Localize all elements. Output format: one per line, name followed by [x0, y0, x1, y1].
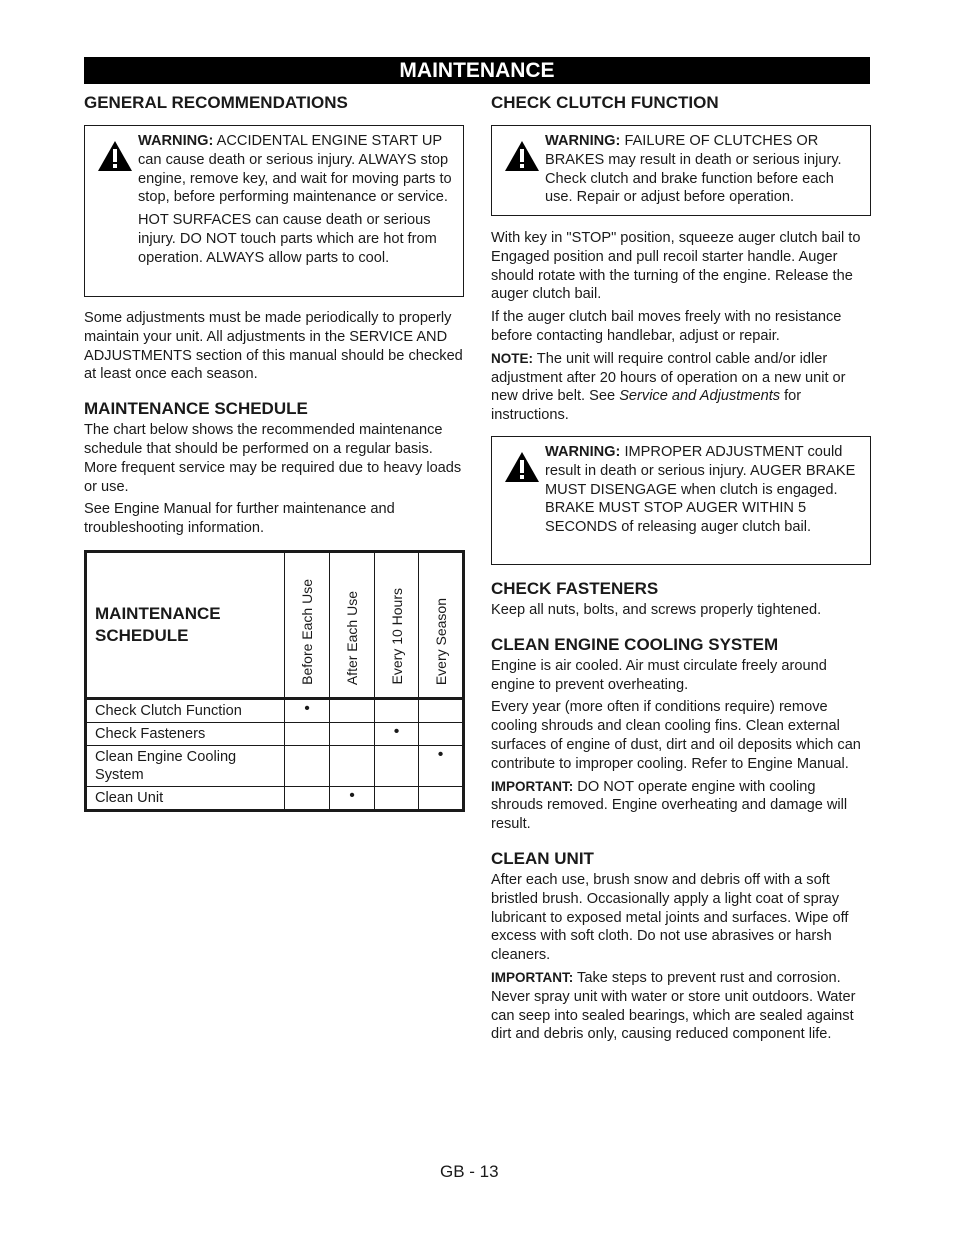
column-header-label: Every 10 Hours	[388, 588, 405, 685]
column-header	[285, 551, 330, 698]
clutch-paragraph-2: If the auger clutch bail moves freely with no resistance before contacting handlebar, adjust or repair.	[491, 309, 842, 344]
clean-cooling-heading: CLEAN ENGINE COOLING SYSTEM	[491, 634, 779, 654]
mark-cell	[375, 745, 419, 786]
clutch-note	[491, 350, 871, 425]
cooling-important	[491, 778, 871, 834]
warning-body: FAILURE OF CLUTCHES OR BRAKES may result in death or serious injury. Check clutch and brake function before each use. Repair or adjust before operation.	[545, 133, 842, 206]
maintenance-schedule-table	[84, 550, 465, 812]
column-header-label: Before Each Use	[299, 579, 315, 685]
schedule-paragraph-2: See Engine Manual for further maintenance and troubleshooting information.	[84, 501, 395, 537]
mark-cell	[285, 722, 330, 745]
warning-text-hot: HOT SURFACES can cause death or serious injury. DO NOT touch parts which are hot from operation. ALWAYS allow parts to cool.	[138, 212, 437, 266]
table-row	[86, 745, 464, 786]
warning-label: WARNING:	[545, 443, 621, 460]
important-label: IMPORTANT:	[491, 778, 574, 794]
warning-box-adjustment	[491, 436, 871, 565]
table-title: MAINTENANCE SCHEDULE	[86, 551, 285, 698]
mark-cell	[285, 745, 330, 786]
mark-cell: •	[419, 745, 464, 786]
warning-text	[545, 132, 860, 207]
clean-unit-heading: CLEAN UNIT	[491, 848, 594, 868]
important-label: IMPORTANT:	[491, 969, 574, 985]
mark-cell: •	[375, 722, 419, 745]
clutch-paragraph-1: With key in "STOP" position, squeeze auger clutch bail to Engaged position and pull recoil starter handle. Auger should rotate with the turning of the engine. Release the auger clutch bail.	[491, 230, 861, 303]
table-row	[86, 698, 464, 722]
warning-label: WARNING:	[138, 133, 214, 149]
column-header	[419, 551, 464, 698]
warning-box-clutch	[491, 125, 871, 216]
warning-triangle-icon	[97, 140, 133, 172]
mark-cell	[419, 698, 464, 722]
column-header-label: Every Season	[432, 597, 449, 685]
note-italic-ref: Service and Adjustments	[619, 388, 781, 405]
mark-cell: •	[330, 786, 375, 810]
check-fasteners-heading: CHECK FASTENERS	[491, 578, 659, 598]
task-cell: Clean Unit	[86, 786, 285, 810]
mark-cell	[285, 786, 330, 810]
clean-paragraph-1: After each use, brush snow and debris off with a soft bristled brush. Occasionally apply a light coat of spray lubricant to exposed metal joints and surfaces. Wipe off excess with soft cloth. Do not use abrasives or harsh cleaners.	[491, 871, 849, 964]
cooling-paragraph-1: Engine is air cooled. Air must circulate freely around engine to prevent overheating.	[491, 657, 827, 693]
schedule-paragraph-1: The chart below shows the recommended maintenance schedule that should be performed on a regular basis. More frequent service may be required due to heavy loads or use.	[84, 422, 462, 495]
maintenance-schedule-heading: MAINTENANCE SCHEDULE	[84, 399, 308, 419]
mark-cell	[419, 786, 464, 810]
important-text: Take steps to prevent rust and corrosion. Never spray unit with water or store unit outdoors. Water can seep into sealed bearings, which are sealed against dirt and debris only, causing reduced component life.	[491, 969, 856, 1043]
column-header-label: After Each Use	[344, 590, 360, 685]
fasteners-paragraph: Keep all nuts, bolts, and screws properly tightened.	[491, 601, 822, 618]
warning-text	[138, 132, 453, 207]
column-header	[375, 551, 419, 698]
warning-box-accidental-start	[84, 125, 464, 297]
table-row	[86, 786, 464, 810]
mark-cell	[330, 722, 375, 745]
left-column	[84, 92, 464, 812]
warning-triangle-icon	[504, 140, 540, 172]
table-row	[86, 722, 464, 745]
mark-cell	[375, 786, 419, 810]
warning-label: WARNING:	[545, 133, 621, 149]
right-column	[491, 92, 871, 1044]
page-banner: MAINTENANCE	[84, 57, 870, 84]
note-label: NOTE:	[491, 350, 533, 366]
note-end: for instructions.	[491, 388, 802, 424]
column-header	[330, 551, 375, 698]
general-paragraph: Some adjustments must be made periodically to properly maintain your unit. All adjustments in the SERVICE AND ADJUSTMENTS section of this manual should be checked at least once each season.	[84, 310, 463, 383]
note-text: The unit will require control cable and/or idler adjustment after 20 hours of operation on a new unit or new drive belt. See	[491, 350, 846, 405]
page-number: GB - 13	[440, 1162, 499, 1181]
warning-body: ACCIDENTAL ENGINE START UP can cause death or serious injury. ALWAYS stop engine, remove key, and wait for moving parts to stop, before performing maintenance or service.	[138, 133, 452, 206]
important-text: DO NOT operate engine with cooling shrouds removed. Engine overheating and damage will result.	[491, 778, 848, 833]
table-header-row	[86, 551, 464, 698]
task-cell: Check Clutch Function	[86, 698, 285, 722]
task-cell: Check Fasteners	[86, 722, 285, 745]
general-recommendations-heading: GENERAL RECOMMENDATIONS	[84, 93, 348, 112]
warning-body: IMPROPER ADJUSTMENT could result in death or serious injury. AUGER BRAKE MUST DISENGAGE when clutch is engaged. BRAKE MUST STOP AUGER WITHIN 5 SECONDS of releasing auger clutch bail.	[545, 443, 856, 536]
task-cell: Clean Engine Cooling System	[86, 745, 285, 786]
mark-cell	[419, 722, 464, 745]
mark-cell: •	[285, 698, 330, 722]
mark-cell	[330, 698, 375, 722]
mark-cell	[375, 698, 419, 722]
check-clutch-heading: CHECK CLUTCH FUNCTION	[491, 93, 719, 112]
warning-text	[545, 443, 860, 537]
warning-triangle-icon	[504, 451, 540, 483]
clean-important	[491, 969, 871, 1044]
mark-cell	[330, 745, 375, 786]
cooling-paragraph-2: Every year (more often if conditions require) remove cooling shrouds and clean cooling fins. Clean external surfaces of engine of dust, dirt and oil deposits which can contribute to improper cooling. Refer to Engine Manual.	[491, 699, 861, 772]
